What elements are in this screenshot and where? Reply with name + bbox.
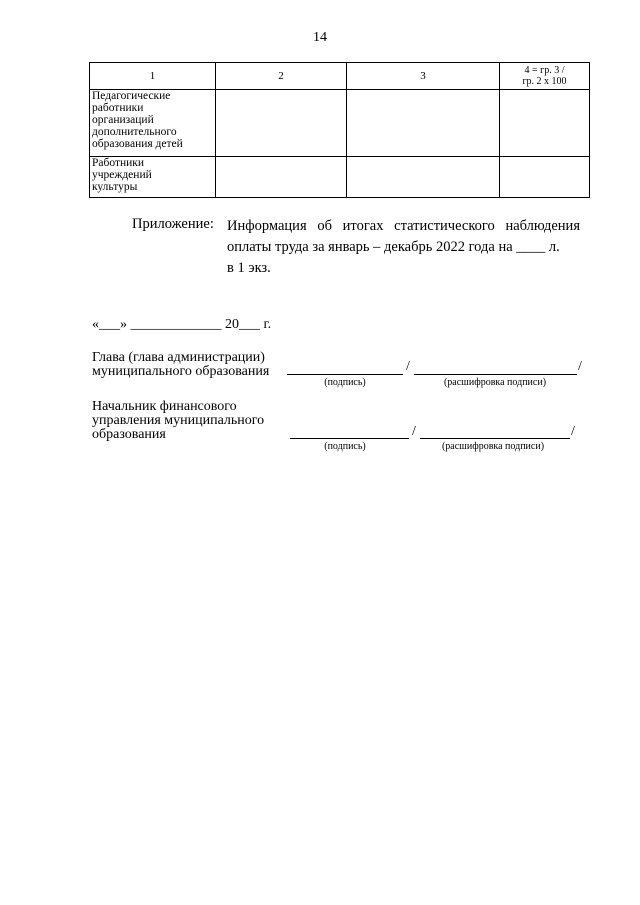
table-cell bbox=[500, 157, 590, 198]
row-label-line: учреждений bbox=[92, 169, 152, 181]
statistics-table bbox=[89, 62, 590, 198]
signature-slash: / bbox=[571, 424, 575, 439]
table-cell bbox=[347, 157, 500, 198]
table-cell bbox=[216, 90, 347, 157]
table-header-line: 4 = гр. 3 / bbox=[524, 65, 565, 76]
row-label-line: дополнительного bbox=[92, 126, 177, 138]
signature-title-line: образования bbox=[92, 427, 166, 442]
name-caption: (расшифровка подписи) bbox=[441, 441, 545, 452]
table-header-row bbox=[90, 63, 590, 90]
signature-title-line: муниципального образования bbox=[92, 364, 270, 379]
name-caption: (расшифровка подписи) bbox=[443, 377, 547, 388]
signature-title-line: управления муниципального bbox=[92, 413, 265, 428]
table-header-cell: 3 bbox=[347, 63, 500, 90]
appendix-line: оплаты труда за январь – декабрь 2022 года на ____ л. bbox=[227, 239, 560, 255]
signature-caption: (подпись) bbox=[324, 441, 366, 452]
row-label-line: работники bbox=[92, 102, 144, 114]
table-cell bbox=[347, 90, 500, 157]
appendix-line: Информация об итогах статистического наблюдения bbox=[227, 218, 580, 234]
page-number: 14 bbox=[313, 30, 327, 45]
table-cell bbox=[500, 90, 590, 157]
signature-slash: / bbox=[406, 359, 410, 374]
row-label bbox=[90, 90, 216, 157]
row-label bbox=[90, 157, 216, 198]
signature-caption: (подпись) bbox=[324, 377, 366, 388]
row-label-line: организаций bbox=[92, 114, 154, 126]
signature-slash: / bbox=[412, 424, 416, 439]
table-header-line: гр. 2 х 100 bbox=[522, 76, 567, 87]
signature-slash: / bbox=[578, 359, 582, 374]
table-header-cell: 1 bbox=[90, 63, 216, 90]
appendix-text bbox=[227, 216, 580, 279]
signature-line bbox=[420, 426, 570, 439]
row-label-line: Работники bbox=[92, 157, 145, 169]
table-cell bbox=[216, 157, 347, 198]
table-header-cell: 2 bbox=[216, 63, 347, 90]
appendix-label: Приложение: bbox=[132, 216, 214, 232]
table-header-cell bbox=[500, 63, 590, 90]
signature-title-line: Глава (глава администрации) bbox=[92, 350, 265, 365]
date-line: «___» _____________ 20___ г. bbox=[92, 317, 272, 332]
table-row bbox=[90, 157, 590, 198]
signature-title-line: Начальник финансового bbox=[92, 399, 237, 414]
signature-line bbox=[414, 362, 577, 375]
signature-line bbox=[290, 426, 409, 439]
row-label-line: Педагогические bbox=[92, 90, 171, 102]
row-label-line: образования детей bbox=[92, 138, 183, 150]
signature-line bbox=[287, 362, 403, 375]
table-row bbox=[90, 90, 590, 157]
row-label-line: культуры bbox=[92, 181, 138, 193]
appendix-line: в 1 экз. bbox=[227, 260, 271, 276]
signature-title bbox=[92, 400, 264, 442]
signature-title bbox=[92, 351, 269, 379]
